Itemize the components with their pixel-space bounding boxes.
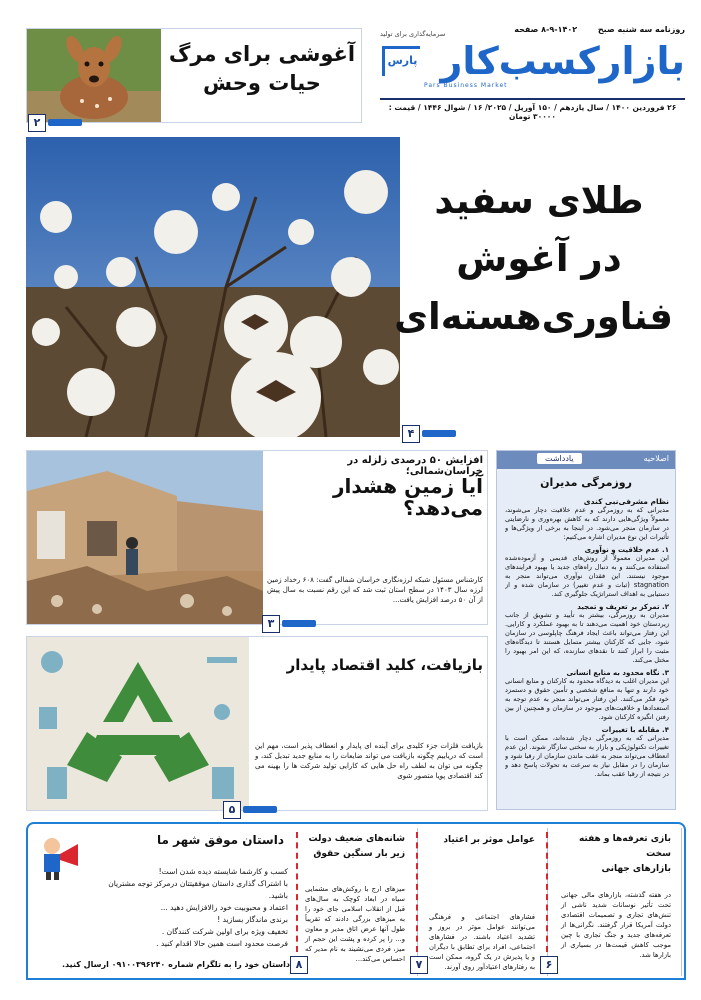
ad-cta[interactable]: داستان خود را به تلگرام شماره ۰۹۱۰۰۳۹۶۲۴۰ ارسال کنید.	[62, 960, 290, 969]
sidebar-section-text: مدیرانی که به روزمرگی دچار شده‌اند، ممکن است با تغییرات تکنولوژیکی و بازار به سختی سازگار شوند. این عدم انعطاف می‌تواند منجر به عقب ماندن سازمان از رقبا شود و سازمان را در مقابل نیاز به سرعت به تحولات پاسخ دهد و در نتیجه از رقبا عقب بماند.	[505, 734, 669, 778]
teaser-title-line1: آغوشی برای مرگ	[168, 42, 356, 66]
tariff-title-line1: بازی تعرفه‌ها و هفته سخت	[578, 834, 671, 859]
ad-line: فرصت محدود است همین حالا اقدام کنید .	[156, 939, 288, 948]
sidebar-section-head: ۲. تمرکز بر تعریف و تمجید	[577, 603, 669, 611]
ad-line: کسب و کارشما شایسته دیده شدن است!	[158, 867, 288, 876]
weak-text: میزهای ارج با روکش‌های مشمایی سیاه در ابعاد کوچک به سال‌های قبل از انقلاب اسلامی جای خود را به میزهای بزرگی دادند که تقریباً طول آنها عرض اتاق مدیر و معاون و... را پر کرده و پشت این حجم از میز، فردی می‌نشیند به نام مدیر که احساس می‌کند...	[305, 885, 405, 963]
lead-title-line3: فناوری‌هسته‌ای	[394, 295, 673, 338]
masthead	[380, 24, 685, 121]
weak-title-line2: زیر بار سنگین حقوق	[313, 849, 405, 859]
sidebar-section-head: ۱. عدم خلاقیت و نوآوری	[584, 546, 669, 554]
lead-minilogo	[422, 430, 456, 437]
recycle-story[interactable]	[26, 636, 488, 811]
lead-page-badge: ۴	[402, 425, 420, 443]
factors-text: فشارهای اجتماعی و فرهنگی می‌توانند عوامل موثر در بروز و تشدید اعتیاد باشند. در فشارهای اجتماعی، افراد برای تطابق با دیگران و یا پذیرش در یک گروه، ممکن است به رفتارهای اعتیادآور روی آورند.	[429, 913, 535, 971]
lead-title-line1: طلای سفید	[434, 179, 644, 222]
sidebar-section-text: مدیران به روزمرگی، بیشتر به تأیید و تشویق از جانب زیردستان خود اهمیت می‌دهند تا به بهبود عملکرد و کارایی. این رفتار می‌تواند باعث ایجاد فرهنگ چاپلوسی در سازمان شود، جایی که کارکنان بیشتر متمایل هستند تا دیدگاه‌های مثبت را ابراز کنند تا نقدهای سازنده، که این امر بهبود را مختل می‌کند.	[505, 611, 669, 664]
teaser-minilogo	[48, 119, 82, 126]
quake-page-badge: ۳	[262, 615, 280, 633]
logo-latin: Pars Business Market	[424, 82, 508, 89]
sidebar-section-text: این مدیران معمولاً از روش‌های قدیمی و آزموده‌شده استفاده می‌کنند و به دنبال راه‌های جدید یا بهبود فرایندهای موجود نیستند. این فقدان نوآوری می‌تواند منجر به stagnation (ثبات و عدم تغییر) در سازمان شده و از دستیابی به اهداف استراتژیک جلوگیری کند.	[505, 554, 669, 598]
recycle-body: بازیافت فلزات جزء کلیدی برای آینده ای پایدار و انعطاف پذیر است، مهم این است که دریابیم چگونه بازیافت می تواند ضایعات را به منابع جدید تبدیل کند، و چگونه می توان به لطف راه حل هایی که کارایی تولید شرکت ها را بهینه می کند اقتصادی پویا متصور شوی	[255, 742, 483, 780]
bottom-strip	[26, 822, 686, 980]
lead-title[interactable]	[394, 172, 673, 346]
tariff-text: در هفته گذشته، بازارهای مالی جهانی تحت تأثیر نوسانات شدید ناشی از تنش‌های تجاری و تصمیمات اقتصادی دولت آمریکا قرار گرفتند. نگرانی‌ها از تعرفه‌های جدید و جنگ تجاری با چین موجب کاهش قیمت‌ها در بسیاری از بازارها شد.	[561, 891, 671, 959]
weak-page-strip	[296, 832, 302, 952]
quake-image	[27, 451, 263, 624]
tab-note[interactable]: یادداشت	[537, 453, 582, 464]
factors-page-strip	[416, 832, 422, 952]
ad-title: داستان موفق شهر ما	[156, 833, 284, 847]
recycle-image	[27, 637, 249, 810]
tariff-page-strip	[546, 832, 552, 952]
sidebar-section-head: ۳. نگاه محدود به منابع انسانی	[566, 669, 669, 677]
teaser-image	[27, 29, 161, 122]
tariff-page-badge: ۶	[540, 956, 558, 974]
sidebar-title: روزمرگی مدیران	[540, 476, 632, 489]
factors-page-badge: ۷	[410, 956, 428, 974]
motto: سرمایه‌گذاری برای تولید	[380, 30, 446, 38]
tariff-title-line2: بازارهای جهانی	[601, 864, 671, 874]
ad-line: اعتماد و محبوبیت خود رالافزایش دهید ...	[160, 903, 288, 912]
lead-image[interactable]	[26, 137, 400, 437]
recycle-page-badge: ۵	[223, 801, 241, 819]
teaser-title	[167, 43, 357, 95]
quake-kicker: افزایش ۵۰ درصدی زلزله در خراسان‌شمالی؛	[347, 455, 483, 477]
sidebar-sections	[505, 546, 669, 779]
sidebar-body	[505, 497, 669, 807]
sidebar-section-text: این مدیران اغلب به دیدگاه محدود به کارکنان و منابع انسانی خود دارند و تنها به منافع شخصی و تأمین حقوق و دستمزد خود فکر می‌کنند. این رفتار می‌تواند منجر به عدم توجه به استعدادها و خلاقیت‌های موجود در سازمان و همچنین از بین رفتن انگیزه کارکنان شود.	[505, 677, 669, 721]
sidebar-intro: مدیرانی که به روزمرگی و عدم خلاقیت دچار می‌شوند، معمولاً ویژگی‌هایی دارند که به کاهش بهره‌وری و نارضایتی در سازمان منجر می‌شود. در اینجا به برخی از ویژگی‌ها و تأثیرات این نوع مدیران اشاره می‌کنیم:	[505, 506, 669, 541]
edition: روزنامه سه شنبه صبح	[597, 25, 685, 34]
column-tariff[interactable]	[550, 828, 682, 976]
note-sidebar[interactable]	[496, 450, 676, 810]
recycle-title: بازیافت، کلید اقتصاد پایدار	[286, 656, 483, 674]
factors-title: عوامل موثر بر اعتیاد	[443, 835, 535, 845]
quake-body: کارشناس مسئول شبکه لرزه‌نگاری خراسان شمالی گفت: ۶۰۸ رخداد زمین لرزه سال ۱۴۰۳ در سطح استان ثبت شد که این رقم نسبت به سال پیش از آن ۵۰ درصد افزایش یافت...	[267, 576, 484, 604]
dateline: ۲۶ فروردین ۱۴۰۰ / سال یازدهم / ۱۵۰ آوریل / ۲۰۲۵/ ۱۶ / شوال ۱۴۴۶ / قیمت : ۳۰۰۰۰ تومان	[380, 98, 685, 121]
weak-page-badge: ۸	[290, 956, 308, 974]
weak-title-line1: شانه‌های ضعیف دولت	[308, 834, 405, 844]
quake-story[interactable]	[26, 450, 488, 625]
ad-line: برندی ماندگار بسازید !	[217, 915, 288, 924]
logo	[380, 30, 685, 89]
megaphone-icon	[34, 832, 84, 882]
sidebar-tabs	[497, 451, 675, 469]
ad-lines	[88, 866, 288, 950]
weak-title	[301, 832, 405, 862]
tab-correction[interactable]: اصلاحیه	[643, 454, 669, 463]
ad-line: تخفیف ویژه برای اولین شرکت کنندگان .	[161, 927, 288, 936]
logo-tag: پارس	[382, 46, 420, 76]
lead-title-line2: در آغوش	[456, 237, 622, 280]
sidebar-section-head: ۴. مقابله با تغییرات	[601, 726, 669, 734]
issue: ۱۴۰۲-۹-۸ صفحه	[514, 25, 578, 34]
recycle-minilogo	[243, 806, 277, 813]
quake-minilogo	[282, 620, 316, 627]
logo-main: بازارکسب‌کار	[440, 39, 685, 83]
ad-line: با اشتراک گذاری داستان موفقیتتان درمرکز توجه مشتریان باشید.	[108, 879, 288, 900]
teaser-title-line2: حیات وحش	[203, 71, 321, 96]
tariff-title	[553, 832, 671, 877]
quake-title: آیا زمین هشدار می‌دهد؟	[333, 474, 483, 520]
teaser-box[interactable]	[26, 28, 362, 123]
column-factors[interactable]	[420, 828, 548, 976]
column-weak[interactable]	[300, 828, 418, 976]
sidebar-author: نظام مشرفی‌نبی کندی	[583, 497, 669, 506]
ad-column[interactable]	[32, 828, 294, 976]
teaser-page-badge: ۲	[28, 114, 46, 132]
